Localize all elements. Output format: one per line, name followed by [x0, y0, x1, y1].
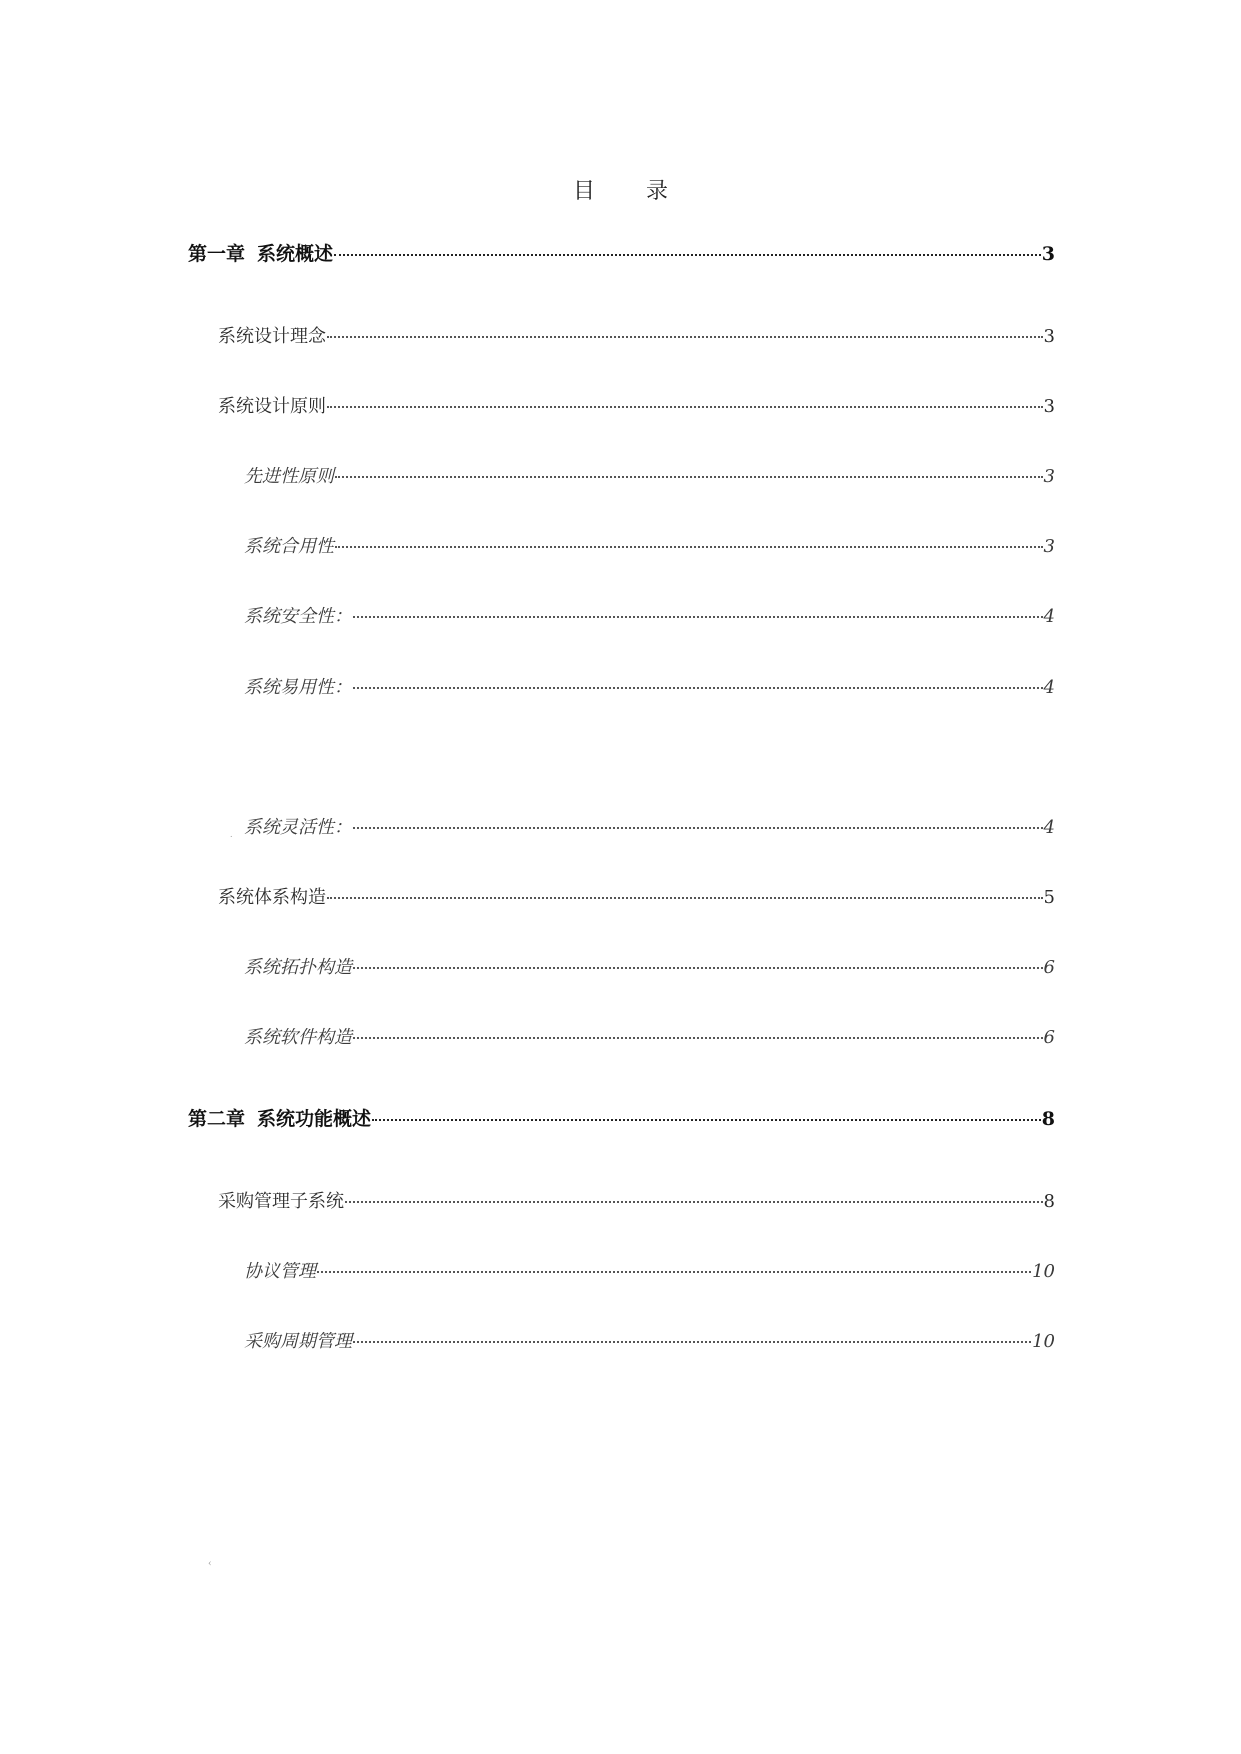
toc-entry-topology[interactable]: [244, 953, 1055, 979]
toc-entry-label: 采购管理子系统: [218, 1191, 344, 1212]
toc-entry-label: 系统设计理念: [218, 326, 326, 347]
dot-leader: [335, 546, 1043, 548]
toc-entry-label: 系统灵活性：: [244, 817, 352, 838]
toc-entry-page: 4: [1043, 606, 1055, 627]
toc-entry-procurement-subsystem[interactable]: [218, 1187, 1055, 1213]
dot-leader: [353, 1341, 1031, 1343]
toc-entry-software-structure[interactable]: [244, 1023, 1055, 1049]
dot-leader: [334, 254, 1041, 256]
toc-entry-label: 系统拓扑构造: [244, 957, 352, 978]
toc-entry-label: 协议管理: [244, 1261, 316, 1282]
toc-entry-page: 3: [1043, 396, 1055, 417]
dot-leader: [372, 1119, 1041, 1121]
toc-entry-agreement-management[interactable]: [244, 1257, 1055, 1283]
toc-entry-label: 系统合用性: [244, 536, 334, 557]
toc-entry-page: 6: [1043, 1027, 1055, 1048]
toc-entry-page: 4: [1043, 677, 1055, 698]
toc-entry-label: 采购周期管理: [244, 1331, 352, 1352]
toc-entry-chapter-1[interactable]: [188, 239, 1055, 266]
stray-mark: ‹: [208, 1559, 212, 1569]
toc-entry-label: 系统体系构造: [218, 887, 326, 908]
dot-leader: [353, 616, 1043, 618]
toc-entry-label: 第一章 系统概述: [188, 243, 334, 265]
dot-leader: [317, 1271, 1031, 1273]
toc-title: 目 录: [573, 179, 690, 204]
dot-leader: [353, 687, 1043, 689]
toc-entry-label: 系统软件构造: [244, 1027, 352, 1048]
dot-leader: [353, 827, 1043, 829]
toc-entry-flexibility[interactable]: [244, 813, 1055, 839]
stray-mark: ˙: [229, 836, 234, 846]
toc-entry-page: 10: [1032, 1261, 1055, 1282]
toc-entry-page: 4: [1043, 817, 1055, 838]
toc-entry-procurement-cycle[interactable]: [244, 1327, 1055, 1353]
toc-entry-label: 系统设计原则: [218, 396, 326, 417]
dot-leader: [353, 967, 1043, 969]
toc-entry-label: 系统易用性：: [244, 677, 352, 698]
toc-entry-page: 6: [1043, 957, 1055, 978]
toc-entry-page: 10: [1032, 1331, 1055, 1352]
toc-entry-chapter-2[interactable]: [188, 1104, 1055, 1131]
toc-entry-page: 3: [1043, 466, 1055, 487]
toc-entry-label: 第二章 系统功能概述: [188, 1108, 372, 1130]
dot-leader: [335, 476, 1043, 478]
dot-leader: [353, 1037, 1043, 1039]
toc-entry-page: 3: [1041, 243, 1055, 265]
toc-entry-page: 8: [1041, 1108, 1055, 1130]
toc-entry-page: 3: [1043, 536, 1055, 557]
toc-entry-page: 8: [1043, 1191, 1055, 1212]
dot-leader: [327, 406, 1043, 408]
toc-entry-architecture[interactable]: [218, 883, 1055, 909]
dot-leader: [327, 897, 1043, 899]
toc-entry-security[interactable]: [244, 602, 1055, 628]
toc-entry-label: 系统安全性：: [244, 606, 352, 627]
toc-entry-applicability[interactable]: [244, 532, 1055, 558]
toc-entry-design-concept[interactable]: [218, 322, 1055, 348]
toc-entry-design-principles[interactable]: [218, 392, 1055, 418]
toc-entry-advanced-principle[interactable]: [244, 462, 1055, 488]
toc-entry-page: 5: [1043, 887, 1055, 908]
toc-entry-usability[interactable]: [244, 673, 1055, 699]
toc-entry-page: 3: [1043, 326, 1055, 347]
dot-leader: [345, 1201, 1043, 1203]
toc-entry-label: 先进性原则: [244, 466, 334, 487]
dot-leader: [327, 336, 1043, 338]
